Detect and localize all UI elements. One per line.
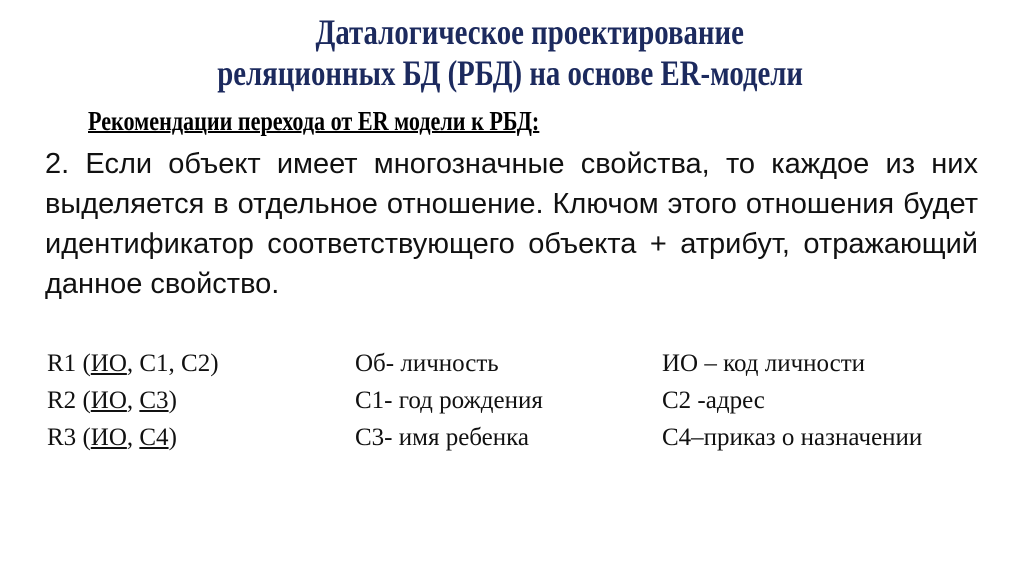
- legend-column-2: [662, 345, 922, 456]
- legend-column-1: [355, 345, 543, 456]
- sep: ,: [126, 350, 140, 377]
- paren: ): [210, 350, 219, 377]
- key-attr: С4: [139, 424, 169, 451]
- key-attr: ИО: [90, 350, 127, 377]
- legend-item: С1- год рождения: [355, 387, 543, 414]
- legend-item: ИО – код личности: [662, 350, 866, 377]
- subheading: Рекомендации перехода от ER модели к РБД:: [88, 106, 540, 136]
- legend-item: С4–приказ о назначении: [662, 424, 923, 451]
- paren: (: [76, 424, 91, 451]
- sep: ,: [126, 424, 140, 451]
- sep: ,: [126, 387, 140, 414]
- body-paragraph: 2. Если объект имеет многозначные свойства, то каждое из них выделяется в отдельное отношение. Ключом этого отношения будет идентификатор соответствующего объекта + атрибут, отражающий данное свойство.: [45, 148, 978, 300]
- slide-title-line1: [0, 12, 1024, 52]
- title-text: реляционных БД (РБД) на основе ER-модели: [217, 53, 803, 93]
- legend-item: С2 -адрес: [662, 387, 765, 414]
- paren: ): [168, 424, 177, 451]
- title-text: Даталогическое проектирование: [315, 12, 745, 52]
- paren: (: [76, 387, 91, 414]
- relation-name: R1: [47, 350, 77, 377]
- key-attr: С3: [139, 387, 169, 414]
- legend-item: Об- личность: [355, 350, 499, 377]
- relation-r2: [47, 382, 219, 419]
- attrs: С1, С2: [139, 350, 211, 377]
- relation-name: R3: [47, 424, 77, 451]
- relation-r1: [47, 345, 219, 382]
- legend-item: С3- имя ребенка: [355, 424, 530, 451]
- key-attr: ИО: [90, 387, 127, 414]
- key-attr: ИО: [90, 424, 127, 451]
- relation-name: R2: [47, 387, 77, 414]
- slide-title-line2: [0, 53, 1024, 93]
- relation-r3: [47, 419, 219, 456]
- paren: (: [76, 350, 91, 377]
- paren: ): [168, 387, 177, 414]
- relations-list: [47, 345, 219, 456]
